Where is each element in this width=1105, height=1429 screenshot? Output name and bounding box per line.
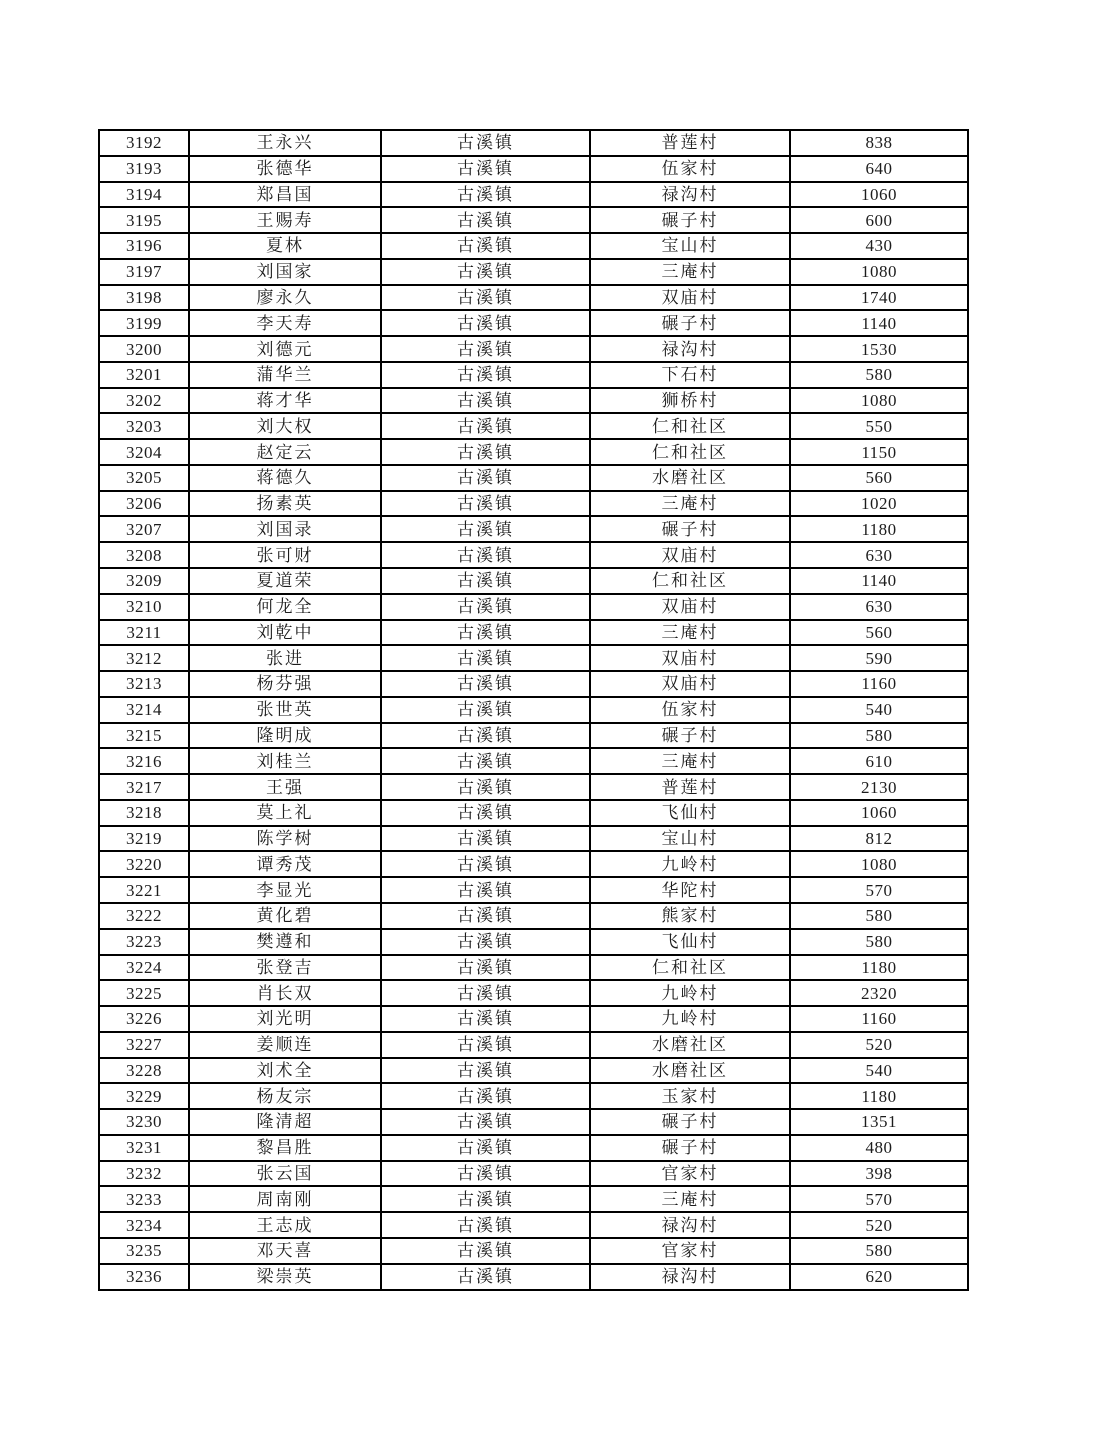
cell-village: 碾子村 [590,207,790,233]
table-body [99,130,968,1290]
cell-amount: 1140 [790,310,968,336]
cell-serial: 3194 [99,182,189,208]
cell-village: 普莲村 [590,130,790,156]
cell-amount: 520 [790,1212,968,1238]
cell-amount: 1180 [790,955,968,981]
cell-serial: 3213 [99,671,189,697]
cell-amount: 430 [790,233,968,259]
cell-town: 古溪镇 [381,671,590,697]
cell-name: 夏林 [189,233,381,259]
cell-amount: 590 [790,645,968,671]
cell-serial: 3231 [99,1135,189,1161]
cell-serial: 3233 [99,1186,189,1212]
cell-town: 古溪镇 [381,1212,590,1238]
cell-village: 水磨社区 [590,1032,790,1058]
cell-name: 刘术全 [189,1058,381,1084]
cell-name: 刘乾中 [189,620,381,646]
table-row [99,1212,968,1238]
cell-name: 隆明成 [189,723,381,749]
cell-town: 古溪镇 [381,130,590,156]
cell-serial: 3225 [99,980,189,1006]
cell-serial: 3221 [99,877,189,903]
table-row [99,1264,968,1290]
cell-serial: 3193 [99,156,189,182]
cell-town: 古溪镇 [381,156,590,182]
cell-serial: 3212 [99,645,189,671]
table-row [99,1058,968,1084]
cell-village: 三庵村 [590,259,790,285]
table-row [99,620,968,646]
table-row [99,826,968,852]
cell-amount: 520 [790,1032,968,1058]
cell-name: 郑昌国 [189,182,381,208]
cell-village: 仁和社区 [590,568,790,594]
cell-name: 黄化碧 [189,903,381,929]
cell-town: 古溪镇 [381,929,590,955]
cell-town: 古溪镇 [381,259,590,285]
cell-village: 双庙村 [590,542,790,568]
cell-amount: 1060 [790,182,968,208]
table-row [99,645,968,671]
cell-name: 姜顺连 [189,1032,381,1058]
cell-village: 普莲村 [590,774,790,800]
cell-town: 古溪镇 [381,1186,590,1212]
cell-name: 樊遵和 [189,929,381,955]
cell-name: 张世英 [189,697,381,723]
cell-name: 王永兴 [189,130,381,156]
table-row [99,207,968,233]
cell-village: 仁和社区 [590,955,790,981]
cell-name: 王赐寿 [189,207,381,233]
cell-serial: 3216 [99,748,189,774]
cell-name: 刘大权 [189,413,381,439]
cell-amount: 1160 [790,1006,968,1032]
table-row [99,310,968,336]
table-row [99,233,968,259]
cell-village: 双庙村 [590,594,790,620]
cell-serial: 3224 [99,955,189,981]
cell-serial: 3232 [99,1161,189,1187]
table-row [99,1083,968,1109]
cell-town: 古溪镇 [381,697,590,723]
cell-serial: 3215 [99,723,189,749]
cell-village: 三庵村 [590,620,790,646]
cell-village: 熊家村 [590,903,790,929]
cell-serial: 3228 [99,1058,189,1084]
cell-amount: 580 [790,723,968,749]
cell-village: 碾子村 [590,1109,790,1135]
cell-serial: 3210 [99,594,189,620]
table-row [99,362,968,388]
cell-amount: 1180 [790,516,968,542]
cell-town: 古溪镇 [381,182,590,208]
cell-village: 禄沟村 [590,182,790,208]
cell-amount: 630 [790,542,968,568]
table-row [99,465,968,491]
cell-serial: 3200 [99,336,189,362]
cell-name: 梁崇英 [189,1264,381,1290]
cell-village: 宝山村 [590,233,790,259]
cell-amount: 1530 [790,336,968,362]
table-row [99,748,968,774]
cell-town: 古溪镇 [381,645,590,671]
table-row [99,388,968,414]
cell-town: 古溪镇 [381,362,590,388]
cell-amount: 1740 [790,285,968,311]
cell-amount: 2130 [790,774,968,800]
cell-town: 古溪镇 [381,1006,590,1032]
cell-village: 仁和社区 [590,439,790,465]
cell-serial: 3236 [99,1264,189,1290]
cell-village: 狮桥村 [590,388,790,414]
cell-amount: 580 [790,929,968,955]
cell-village: 下石村 [590,362,790,388]
table-row [99,671,968,697]
cell-town: 古溪镇 [381,207,590,233]
cell-town: 古溪镇 [381,1161,590,1187]
cell-village: 玉家村 [590,1083,790,1109]
cell-amount: 540 [790,697,968,723]
cell-town: 古溪镇 [381,1264,590,1290]
cell-name: 邓天喜 [189,1238,381,1264]
cell-serial: 3203 [99,413,189,439]
cell-village: 华陀村 [590,877,790,903]
cell-name: 陈学树 [189,826,381,852]
cell-village: 仁和社区 [590,413,790,439]
cell-town: 古溪镇 [381,336,590,362]
cell-town: 古溪镇 [381,723,590,749]
cell-name: 蒲华兰 [189,362,381,388]
cell-serial: 3201 [99,362,189,388]
cell-village: 三庵村 [590,1186,790,1212]
table-row [99,336,968,362]
cell-town: 古溪镇 [381,877,590,903]
cell-amount: 1020 [790,491,968,517]
cell-town: 古溪镇 [381,1238,590,1264]
cell-village: 三庵村 [590,748,790,774]
cell-village: 碾子村 [590,516,790,542]
table-row [99,285,968,311]
records-table [98,129,969,1291]
table-row [99,955,968,981]
cell-amount: 570 [790,1186,968,1212]
cell-name: 李天寿 [189,310,381,336]
cell-serial: 3204 [99,439,189,465]
cell-town: 古溪镇 [381,851,590,877]
cell-town: 古溪镇 [381,388,590,414]
cell-town: 古溪镇 [381,774,590,800]
cell-name: 刘德元 [189,336,381,362]
cell-serial: 3198 [99,285,189,311]
cell-town: 古溪镇 [381,1083,590,1109]
cell-name: 赵定云 [189,439,381,465]
cell-town: 古溪镇 [381,285,590,311]
cell-serial: 3206 [99,491,189,517]
cell-amount: 1160 [790,671,968,697]
cell-serial: 3211 [99,620,189,646]
cell-serial: 3196 [99,233,189,259]
cell-town: 古溪镇 [381,491,590,517]
cell-name: 张登吉 [189,955,381,981]
cell-village: 九岭村 [590,851,790,877]
cell-village: 伍家村 [590,156,790,182]
cell-amount: 1351 [790,1109,968,1135]
table-row [99,568,968,594]
cell-serial: 3197 [99,259,189,285]
cell-village: 水磨社区 [590,1058,790,1084]
table-row [99,1032,968,1058]
cell-name: 张云国 [189,1161,381,1187]
cell-village: 禄沟村 [590,1264,790,1290]
cell-serial: 3218 [99,800,189,826]
cell-name: 李显光 [189,877,381,903]
table-row [99,980,968,1006]
cell-name: 蒋德久 [189,465,381,491]
cell-serial: 3217 [99,774,189,800]
cell-serial: 3205 [99,465,189,491]
cell-village: 伍家村 [590,697,790,723]
table-row [99,542,968,568]
cell-name: 周南刚 [189,1186,381,1212]
cell-town: 古溪镇 [381,542,590,568]
cell-name: 黎昌胜 [189,1135,381,1161]
cell-village: 禄沟村 [590,1212,790,1238]
cell-amount: 640 [790,156,968,182]
cell-village: 碾子村 [590,723,790,749]
cell-town: 古溪镇 [381,1032,590,1058]
cell-village: 飞仙村 [590,929,790,955]
cell-village: 禄沟村 [590,336,790,362]
cell-town: 古溪镇 [381,465,590,491]
cell-town: 古溪镇 [381,568,590,594]
cell-village: 九岭村 [590,980,790,1006]
table-row [99,439,968,465]
cell-serial: 3195 [99,207,189,233]
table-row [99,929,968,955]
cell-name: 隆清超 [189,1109,381,1135]
cell-serial: 3235 [99,1238,189,1264]
cell-amount: 1140 [790,568,968,594]
table-row [99,697,968,723]
cell-name: 王强 [189,774,381,800]
cell-serial: 3227 [99,1032,189,1058]
table-row [99,903,968,929]
table-row [99,516,968,542]
table-row [99,1238,968,1264]
cell-town: 古溪镇 [381,980,590,1006]
cell-name: 杨友宗 [189,1083,381,1109]
cell-serial: 3220 [99,851,189,877]
cell-name: 王志成 [189,1212,381,1238]
table-row [99,1135,968,1161]
table-row [99,491,968,517]
cell-amount: 1150 [790,439,968,465]
cell-name: 扬素英 [189,491,381,517]
cell-amount: 1060 [790,800,968,826]
cell-amount: 1080 [790,388,968,414]
table-row [99,594,968,620]
cell-serial: 3226 [99,1006,189,1032]
cell-village: 碾子村 [590,310,790,336]
cell-name: 张可财 [189,542,381,568]
cell-serial: 3202 [99,388,189,414]
cell-town: 古溪镇 [381,1135,590,1161]
cell-amount: 570 [790,877,968,903]
cell-name: 杨芬强 [189,671,381,697]
cell-serial: 3229 [99,1083,189,1109]
cell-name: 张进 [189,645,381,671]
cell-town: 古溪镇 [381,826,590,852]
table-row [99,1186,968,1212]
cell-name: 谭秀茂 [189,851,381,877]
table-row [99,800,968,826]
cell-name: 何龙全 [189,594,381,620]
cell-serial: 3219 [99,826,189,852]
cell-serial: 3214 [99,697,189,723]
cell-name: 蒋才华 [189,388,381,414]
table-row [99,723,968,749]
cell-village: 双庙村 [590,671,790,697]
table-row [99,413,968,439]
cell-amount: 580 [790,1238,968,1264]
cell-amount: 600 [790,207,968,233]
cell-town: 古溪镇 [381,800,590,826]
cell-village: 官家村 [590,1161,790,1187]
cell-town: 古溪镇 [381,516,590,542]
cell-amount: 630 [790,594,968,620]
cell-amount: 580 [790,903,968,929]
cell-serial: 3222 [99,903,189,929]
cell-amount: 1080 [790,259,968,285]
cell-name: 刘桂兰 [189,748,381,774]
table-row [99,1006,968,1032]
cell-town: 古溪镇 [381,233,590,259]
cell-town: 古溪镇 [381,620,590,646]
cell-town: 古溪镇 [381,903,590,929]
cell-amount: 580 [790,362,968,388]
cell-name: 张德华 [189,156,381,182]
cell-village: 飞仙村 [590,800,790,826]
cell-town: 古溪镇 [381,1058,590,1084]
cell-town: 古溪镇 [381,594,590,620]
cell-serial: 3234 [99,1212,189,1238]
cell-village: 水磨社区 [590,465,790,491]
cell-town: 古溪镇 [381,1109,590,1135]
table-row [99,1161,968,1187]
cell-town: 古溪镇 [381,748,590,774]
table-row [99,156,968,182]
cell-serial: 3192 [99,130,189,156]
cell-name: 夏道荣 [189,568,381,594]
cell-town: 古溪镇 [381,439,590,465]
cell-town: 古溪镇 [381,310,590,336]
table-row [99,851,968,877]
cell-amount: 560 [790,620,968,646]
cell-village: 宝山村 [590,826,790,852]
cell-amount: 560 [790,465,968,491]
cell-name: 莫上礼 [189,800,381,826]
cell-amount: 550 [790,413,968,439]
table-row [99,877,968,903]
cell-serial: 3208 [99,542,189,568]
table-row [99,182,968,208]
cell-village: 三庵村 [590,491,790,517]
cell-village: 碾子村 [590,1135,790,1161]
cell-village: 双庙村 [590,285,790,311]
cell-amount: 480 [790,1135,968,1161]
cell-name: 廖永久 [189,285,381,311]
cell-town: 古溪镇 [381,955,590,981]
cell-amount: 398 [790,1161,968,1187]
cell-amount: 620 [790,1264,968,1290]
cell-serial: 3199 [99,310,189,336]
cell-village: 双庙村 [590,645,790,671]
cell-amount: 812 [790,826,968,852]
table-row [99,130,968,156]
cell-town: 古溪镇 [381,413,590,439]
cell-village: 官家村 [590,1238,790,1264]
cell-amount: 2320 [790,980,968,1006]
cell-amount: 540 [790,1058,968,1084]
cell-amount: 1080 [790,851,968,877]
table-row [99,259,968,285]
cell-name: 刘国家 [189,259,381,285]
cell-serial: 3209 [99,568,189,594]
cell-serial: 3207 [99,516,189,542]
cell-name: 刘光明 [189,1006,381,1032]
cell-serial: 3230 [99,1109,189,1135]
table-row [99,1109,968,1135]
cell-amount: 838 [790,130,968,156]
cell-amount: 1180 [790,1083,968,1109]
cell-amount: 610 [790,748,968,774]
cell-village: 九岭村 [590,1006,790,1032]
cell-name: 肖长双 [189,980,381,1006]
cell-name: 刘国录 [189,516,381,542]
table-row [99,774,968,800]
cell-serial: 3223 [99,929,189,955]
